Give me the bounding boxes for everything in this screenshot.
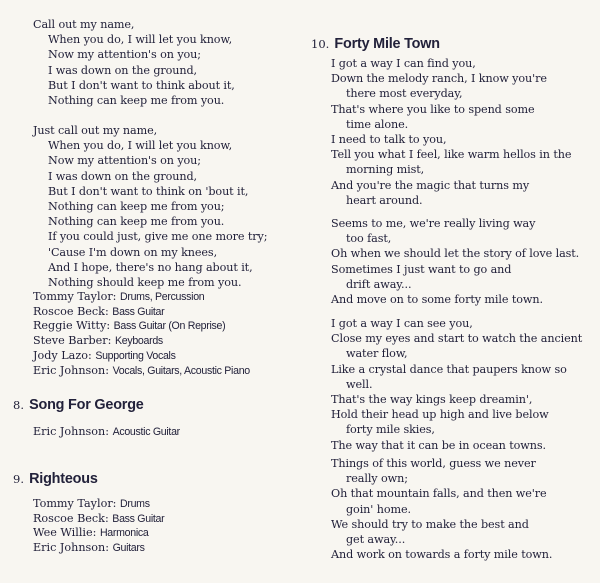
credit-name: Roscoe Beck: <box>33 304 113 318</box>
lyric-line: And work on towards a forty mile town. <box>331 548 553 562</box>
lyric-line: And I hope, there's no hang about it, <box>48 260 253 274</box>
lyric-line: water flow, <box>346 347 408 361</box>
lyric-line: Oh when we should let the story of love last. <box>331 247 580 261</box>
lyric-line: Seems to me, we're really living way <box>331 217 536 230</box>
credit-name: Wee Willie: <box>33 526 100 540</box>
lyric-line: That's where you like to spend some <box>331 102 535 116</box>
lyric-line: When you do, I will let you know, <box>48 33 233 47</box>
lyric-line: Sometimes I just want to go and <box>331 262 512 276</box>
credit-role: Acoustic Guitar <box>112 426 180 438</box>
lyric-line: I got a way I can see you, <box>331 317 473 330</box>
credit-name: Eric Johnson: <box>33 425 113 438</box>
credit-role: Drums, Percussion <box>120 291 205 303</box>
lyric-line: Oh that mountain falls, and then we're <box>331 487 547 501</box>
lyric-line: 'Cause I'm down on my knees, <box>48 245 218 259</box>
lyric-line: Tell you what I feel, like warm hellos in the <box>331 148 572 162</box>
lyric-line: But I don't want to think about it, <box>48 78 235 92</box>
song-8-number: 8. <box>13 398 24 412</box>
credit-role: Vocals, Guitars, Acoustic Piano <box>112 364 250 377</box>
credit-name: Jody Lazo: <box>33 348 96 362</box>
song-10-heading <box>311 33 440 52</box>
credits-song-9 <box>33 497 164 556</box>
lyric-line: Nothing should keep me from you. <box>48 276 242 290</box>
lyrics-stanza-3 <box>331 316 582 453</box>
lyric-line: Hold their head up high and live below <box>331 408 549 422</box>
credit-role: Bass Guitar <box>112 512 165 525</box>
lyric-line: well. <box>346 377 373 391</box>
lyric-line: When you do, I will let you know, <box>48 139 233 153</box>
song-8-title: Song For George <box>29 397 144 413</box>
lyric-line: Down the melody ranch, I know you're <box>331 72 547 86</box>
lyric-line: time alone. <box>346 117 409 131</box>
lyric-line: Call out my name, <box>33 18 135 31</box>
lyric-line: Nothing can keep me from you. <box>48 215 225 229</box>
lyric-line: But I don't want to think on 'bout it, <box>48 184 249 198</box>
lyric-line: I was down on the ground, <box>48 63 198 77</box>
credit-name: Eric Johnson: <box>33 363 113 377</box>
lyric-line: Just call out my name, <box>33 124 158 137</box>
credit-role: Drums <box>120 498 150 510</box>
lyrics-stanza-2 <box>331 216 579 307</box>
song-10-number: 10. <box>311 37 330 51</box>
lyric-line: And move on to some forty mile town. <box>331 293 543 307</box>
lyric-line: heart around. <box>346 193 423 207</box>
credit-role: Guitars <box>112 542 145 555</box>
song-9-number: 9. <box>13 472 24 486</box>
credit-line <box>33 290 250 305</box>
lyric-line: Nothing can keep me from you. <box>48 94 225 108</box>
lyric-line: really own; <box>346 472 408 486</box>
lyric-line: Like a crystal dance that paupers know so <box>331 362 567 376</box>
lyric-line: That's the way kings keep dreamin', <box>331 393 533 407</box>
song-9-title: Righteous <box>29 471 98 487</box>
lyric-line: Now my attention's on you; <box>48 154 201 168</box>
lyric-line: too fast, <box>346 232 392 246</box>
credit-line <box>33 319 250 334</box>
lyric-line: goin' home. <box>346 502 411 516</box>
lyric-line: And you're the magic that turns my <box>331 178 530 192</box>
lyrics-stanza-1 <box>331 56 571 208</box>
credits-song-8 <box>33 425 180 440</box>
credit-role: Bass Guitar (On Reprise) <box>113 320 226 333</box>
lyric-line: Nothing can keep me from you; <box>48 200 225 214</box>
song-9-heading <box>13 468 98 487</box>
credit-role: Supporting Vocals <box>95 349 176 362</box>
lyric-line: I got a way I can find you, <box>331 57 476 70</box>
credit-name: Reggie Witty: <box>33 319 114 333</box>
song-8-heading <box>13 394 144 413</box>
lyrics-stanza-1 <box>33 17 235 108</box>
credit-line <box>33 425 180 440</box>
credit-line <box>33 334 250 349</box>
lyric-line: get away... <box>346 533 406 547</box>
lyric-line: drift away... <box>346 277 412 291</box>
lyric-line: forty mile skies, <box>346 423 435 437</box>
lyric-line: The way that it can be in ocean towns. <box>331 438 546 452</box>
lyrics-stanza-2 <box>33 123 267 290</box>
credit-line <box>33 364 250 379</box>
credit-line <box>33 305 250 320</box>
credit-name: Tommy Taylor: <box>33 290 120 303</box>
credit-role: Bass Guitar <box>112 305 165 318</box>
credit-line <box>33 349 250 364</box>
lyric-line: Things of this world, guess we never <box>331 457 536 470</box>
credit-name: Eric Johnson: <box>33 541 113 555</box>
credit-role: Harmonica <box>99 527 149 540</box>
lyric-line: Close my eyes and start to watch the ancient <box>331 332 583 346</box>
credit-line <box>33 526 164 541</box>
lyric-line: We should try to make the best and <box>331 517 529 531</box>
credit-line <box>33 541 164 556</box>
credit-role: Keyboards <box>114 335 163 348</box>
credit-name: Roscoe Beck: <box>33 511 113 525</box>
lyric-line: Now my attention's on you; <box>48 48 201 62</box>
lyrics-stanza-4 <box>331 456 552 562</box>
lyric-line: I was down on the ground, <box>48 169 198 183</box>
credit-name: Steve Barber: <box>33 334 115 348</box>
lyric-line: there most everyday, <box>346 87 463 101</box>
lyric-line: If you could just, give me one more try; <box>48 230 268 244</box>
lyric-line: I need to talk to you, <box>331 133 447 147</box>
lyric-line: morning mist, <box>346 163 425 177</box>
credits-song-7 <box>33 290 250 378</box>
credit-line <box>33 497 164 512</box>
credit-line <box>33 512 164 527</box>
credit-name: Tommy Taylor: <box>33 497 120 510</box>
song-10-title: Forty Mile Town <box>334 36 440 52</box>
